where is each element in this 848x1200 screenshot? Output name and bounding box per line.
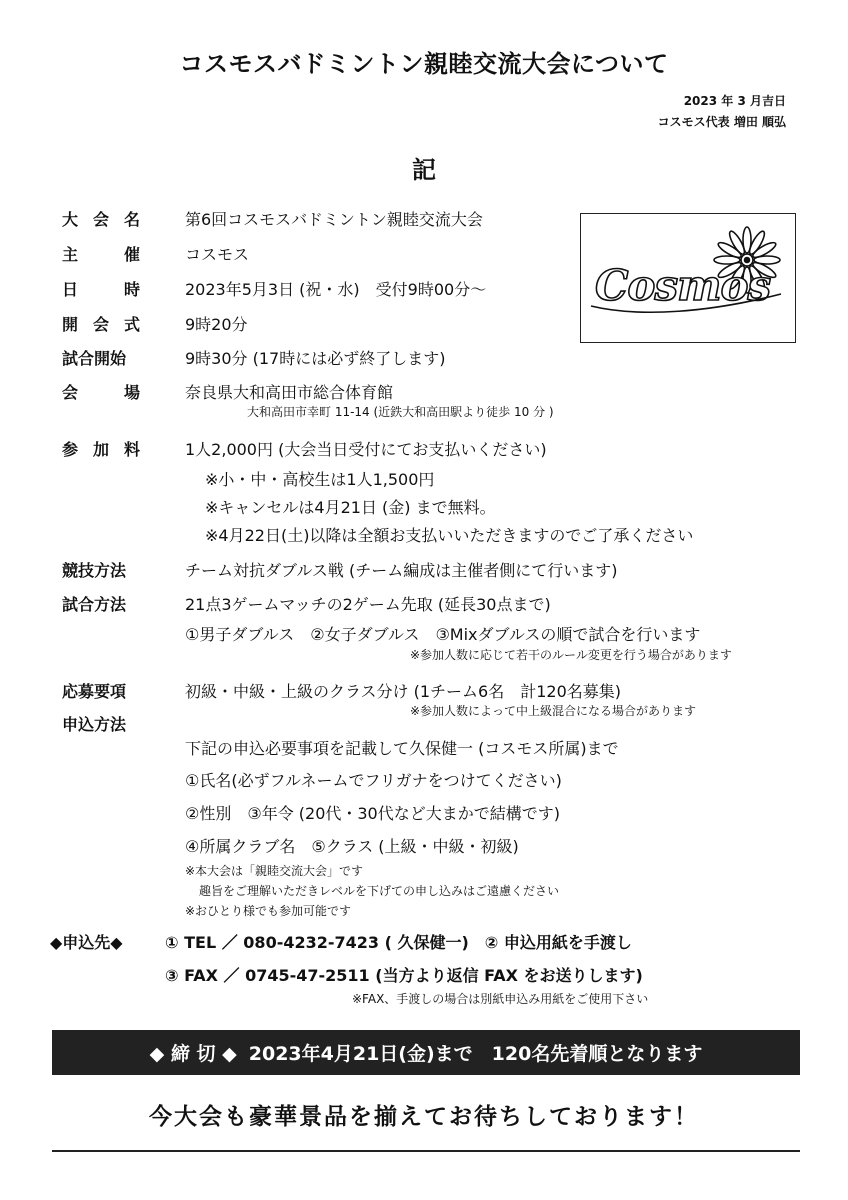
venue-address: 大和高田市幸町 11-14 (近鉄大和高田駅より徒歩 10 分 ) — [247, 405, 554, 419]
venue-value: 奈良県大和高田市総合体育館 — [185, 383, 394, 402]
opening-value: 9時20分 — [185, 315, 248, 334]
match-order: ①男子ダブルス ②女子ダブルス ③Mixダブルスの順で試合を行います — [185, 625, 701, 644]
application-note-1: ※本大会は「親睦交流大会」です — [185, 864, 364, 878]
label-char: 会 — [62, 383, 79, 402]
apply-to-label: ◆申込先◆ — [50, 933, 123, 952]
author: コスモス代表 増田 順弘 — [657, 115, 786, 129]
application-label: 申込方法 — [62, 715, 127, 734]
label-char: 時 — [123, 280, 140, 299]
label-char: 加 — [92, 440, 109, 459]
label-char: 会 — [92, 315, 109, 334]
competition-label: 競技方法 — [62, 561, 127, 580]
label-char: 開 — [62, 315, 79, 334]
event-name-value: 第6回コスモスバドミントン親睦交流大会 — [185, 210, 483, 229]
recruitment-label: 応募要項 — [62, 682, 127, 701]
label-char: 名 — [123, 210, 140, 229]
divider — [52, 1150, 800, 1152]
label-char: 主 — [62, 245, 79, 264]
application-note-2: 趣旨をご理解いただきレベルを下げての申し込みはご遠慮ください — [199, 884, 560, 898]
logo-text: Cosmos — [595, 261, 771, 310]
label-char: 日 — [62, 280, 79, 299]
organizer-value: コスモス — [185, 245, 250, 264]
venue-label — [62, 380, 140, 403]
recruitment-value: 初級・中級・上級のクラス分け (1チーム6名 計120名募集) — [185, 682, 621, 701]
apply-tel-line: ① TEL ／ 080-4232-7423 ( 久保健一) ② 申込用紙を手渡し — [165, 933, 632, 952]
deadline-banner — [52, 1030, 800, 1075]
event-name-label — [62, 207, 140, 230]
issue-date: 2023 年 3 月吉日 — [683, 94, 786, 108]
label-char: 場 — [123, 383, 140, 402]
recruitment-note: ※参加人数によって中上級混合になる場合があります — [410, 704, 697, 718]
datetime-value: 2023年5月3日 (祝・水) 受付9時00分～ — [185, 280, 487, 299]
fee-note-full-charge: ※4月22日(土)以降は全額お支払いいただきますのでご了承ください — [205, 526, 694, 545]
application-line-gender-age: ②性別 ③年令 (20代・30代など大まかで結構です) — [185, 804, 560, 823]
match-method-label: 試合方法 — [62, 595, 127, 614]
organizer-label — [62, 242, 140, 265]
label-char: 大 — [62, 210, 79, 229]
fee-note-cancel: ※キャンセルは4月21日 (金) まで無料。 — [205, 498, 496, 517]
page-title: コスモスバドミントン親睦交流大会について — [179, 50, 669, 78]
closing-message: 今大会も豪華景品を揃えてお待ちしております！ — [149, 1104, 699, 1130]
match-method-value: 21点3ゲームマッチの2ゲーム先取 (延長30点まで) — [185, 595, 551, 614]
deadline-label: ◆ 締 切 ◆ — [149, 1043, 237, 1065]
apply-fax-line: ③ FAX ／ 0745-47-2511 (当方より返信 FAX をお送りします) — [165, 966, 643, 985]
opening-label — [62, 312, 140, 335]
cosmos-logo-graphic — [581, 214, 795, 342]
competition-value: チーム対抗ダブルス戦 (チーム編成は主催者側にて行います) — [185, 561, 618, 580]
application-note-3: ※おひとり様でも参加可能です — [185, 904, 352, 918]
label-char: 料 — [123, 440, 140, 459]
datetime-label — [62, 277, 140, 300]
apply-note: ※FAX、手渡しの場合は別紙申込み用紙をご使用下さい — [352, 992, 649, 1006]
label-char: 催 — [123, 245, 140, 264]
application-line-name: ①氏名(必ずフルネームでフリガナをつけてください) — [185, 771, 562, 790]
match-start-value: 9時30分 (17時には必ず終了します) — [185, 349, 446, 368]
match-start-label: 試合開始 — [62, 349, 127, 368]
fee-note-students: ※小・中・高校生は1人1,500円 — [205, 470, 435, 489]
deadline-text: 2023年4月21日(金)まで 120名先着順となります — [248, 1043, 703, 1065]
fee-label — [62, 437, 140, 460]
label-char: 式 — [123, 315, 140, 334]
ki-heading: 記 — [412, 156, 436, 184]
cosmos-logo — [580, 213, 796, 343]
label-char: 会 — [92, 210, 109, 229]
application-line-1: 下記の申込必要事項を記載して久保健一 (コスモス所属)まで — [185, 739, 619, 758]
match-method-note: ※参加人数に応じて若干のルール変更を行う場合があります — [410, 648, 732, 662]
label-char: 参 — [62, 440, 79, 459]
application-line-club-class: ④所属クラブ名 ⑤クラス (上級・中級・初級) — [185, 837, 519, 856]
fee-value: 1人2,000円 (大会当日受付にてお支払いください) — [185, 440, 547, 459]
